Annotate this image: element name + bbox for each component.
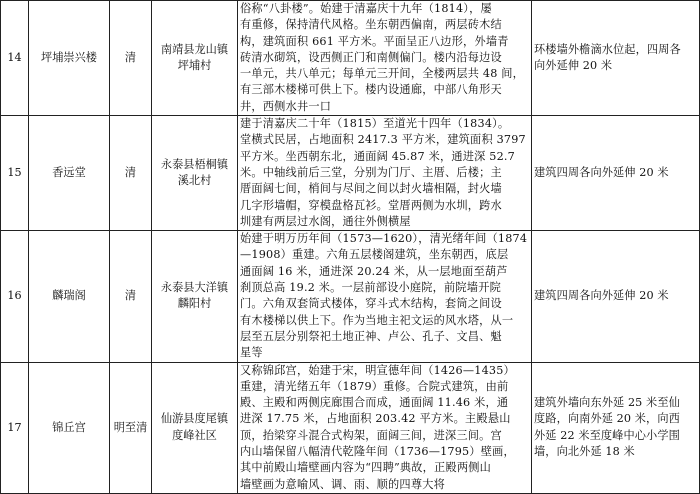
location-line: 仙游县度尾镇 xyxy=(160,412,229,426)
description-line: 平方米。坐西朝东北，通面阔 45.87 米，通进深 52.7 xyxy=(240,149,515,163)
location-line: 永泰县梧桐镇 xyxy=(160,157,229,171)
protection-line: 向外延伸 20 米 xyxy=(534,59,613,73)
table-row xyxy=(1,231,700,362)
description-line: 一单元，共八单元；每单元三开间，全楼两层共 48 间， xyxy=(240,67,525,81)
description-line: 井，西侧水井一口 xyxy=(240,99,332,113)
description-line: 构，建筑面积 661 平方米。平面呈正八边形，外墙青 xyxy=(240,34,509,48)
description-line: 砖清水砌筑，设西侧正门和南侧偏门。楼内沿每边设 xyxy=(240,50,502,64)
description-line: 层至五层分别祭祀土地正神、卢公、孔子、文昌、魁 xyxy=(240,329,502,343)
table-row xyxy=(1,1,700,116)
description-line: 俗称“八卦楼”。始建于清嘉庆十九年（1814），屡 xyxy=(240,2,492,15)
location-line: 麟阳村 xyxy=(177,297,212,311)
description-line: 又称锦邱宫，始建于宋，明宣德年间（1426—1435） xyxy=(240,363,515,377)
location-line: 永泰县大洋镇 xyxy=(160,281,229,295)
era: 明至清 xyxy=(110,362,152,493)
location-line: 坪埔村 xyxy=(177,59,212,73)
description-line: 几字形墙帽，穿模盘格瓦衫。堂厝两侧为水圳，跨水 xyxy=(240,198,502,212)
location xyxy=(152,362,238,493)
description-line: 建于清嘉庆二十年（1815）至道光十四年（1834）。 xyxy=(240,117,510,131)
row-number: 15 xyxy=(1,116,29,231)
description xyxy=(238,362,532,493)
location xyxy=(152,116,238,231)
description-line: 有重修，保持清代风格。坐东朝西偏南，两层砖木结 xyxy=(240,18,502,32)
row-number: 14 xyxy=(1,1,29,116)
description-line: 门。六角双套筒式楼体，穿斗式木结构，套筒之间设 xyxy=(240,297,502,311)
era: 清 xyxy=(110,1,152,116)
protection-line: 外延 22 米至度峰中心小学围 xyxy=(534,428,680,442)
protection-range xyxy=(532,1,700,116)
location-line: 溪北村 xyxy=(177,174,212,188)
description-line: 通面阔 16 米，通进深 20.24 米，从一层地面至葫芦 xyxy=(240,264,508,278)
protection-line: 建筑外墙向东外延 25 米至仙 xyxy=(534,396,680,410)
protection-range xyxy=(532,231,700,362)
description-line: —1908）重建。六角五层楼阁建筑，坐东朝西，底层 xyxy=(240,248,509,262)
site-name: 坪埔崇兴楼 xyxy=(29,1,110,116)
description-line: 内山墙保留八幅清代乾隆年间（1736—1795）壁画， xyxy=(240,445,515,459)
site-name: 麟瑞阁 xyxy=(29,231,110,362)
description-line: 其中前殿山墙壁画内容为“四聘”典故，正殿两侧山 xyxy=(240,461,491,475)
description-line: 厝面阔七间，梢间与尽间之间以封火墙相隔，封火墙 xyxy=(240,182,502,196)
protection-range xyxy=(532,116,700,231)
era: 清 xyxy=(110,231,152,362)
description-line: 重建，清光绪五年（1879）重修。合院式建筑，由前 xyxy=(240,379,509,393)
description-line: 进深 17.75 米，占地面积 203.42 平方米。主殿悬山 xyxy=(240,412,511,426)
protection-line: 建筑四周各向外延伸 20 米 xyxy=(534,289,669,303)
description-line: 星等 xyxy=(240,346,263,360)
location xyxy=(152,231,238,362)
protection-range xyxy=(532,362,700,493)
description xyxy=(238,231,532,362)
site-name: 锦丘宫 xyxy=(29,362,110,493)
row-number: 17 xyxy=(1,362,29,493)
location-line: 南靖县龙山镇 xyxy=(160,42,229,56)
location xyxy=(152,1,238,116)
description-line: 米。中轴线前后三堂，分别为门厅、主厝、后楼；主 xyxy=(240,165,502,179)
description-line: 顶，抬梁穿斗混合式构架，面阔三间，进深三间。宫 xyxy=(240,428,502,442)
description-line: 刹顶总高 19.2 米。一层前部设小庭院，前院墙开院 xyxy=(240,281,501,295)
table-row xyxy=(1,116,700,231)
description-line: 有三部木楼梯可供上下。楼内设通廊，中部八角形天 xyxy=(240,83,502,97)
row-number: 16 xyxy=(1,231,29,362)
description-line: 墙壁画为意喻风、调、雨、顺的四尊大将 xyxy=(240,477,445,491)
protection-line: 建筑四周各向外延伸 20 米 xyxy=(534,165,669,179)
table-row xyxy=(1,362,700,493)
site-name: 香远堂 xyxy=(29,116,110,231)
era: 清 xyxy=(110,116,152,231)
protection-line: 环楼墙外檐滴水位起，四周各 xyxy=(534,42,681,56)
description-line: 殿、主殿和两侧庑廊围合而成，通面阔 11.46 米，通 xyxy=(240,396,509,410)
protection-line: 墙，向北外延 18 米 xyxy=(534,445,635,459)
description-line: 圳建有两层过水阁，通往外侧横屋 xyxy=(240,214,411,228)
description xyxy=(238,116,532,231)
description-line: 始建于明万历年间（1573—1620），清光绪年间（1874 xyxy=(240,232,528,246)
description xyxy=(238,1,532,116)
protection-line: 度路，向南外延 20 米，向西 xyxy=(534,412,680,426)
location-line: 度峰社区 xyxy=(172,428,217,442)
description-line: 有木楼梯以供上下。作为当地主祀文运的风水塔，从一 xyxy=(240,313,514,327)
description-line: 堂横式民居，占地面积 2417.3 平方米，建筑面积 3797 xyxy=(240,133,526,147)
